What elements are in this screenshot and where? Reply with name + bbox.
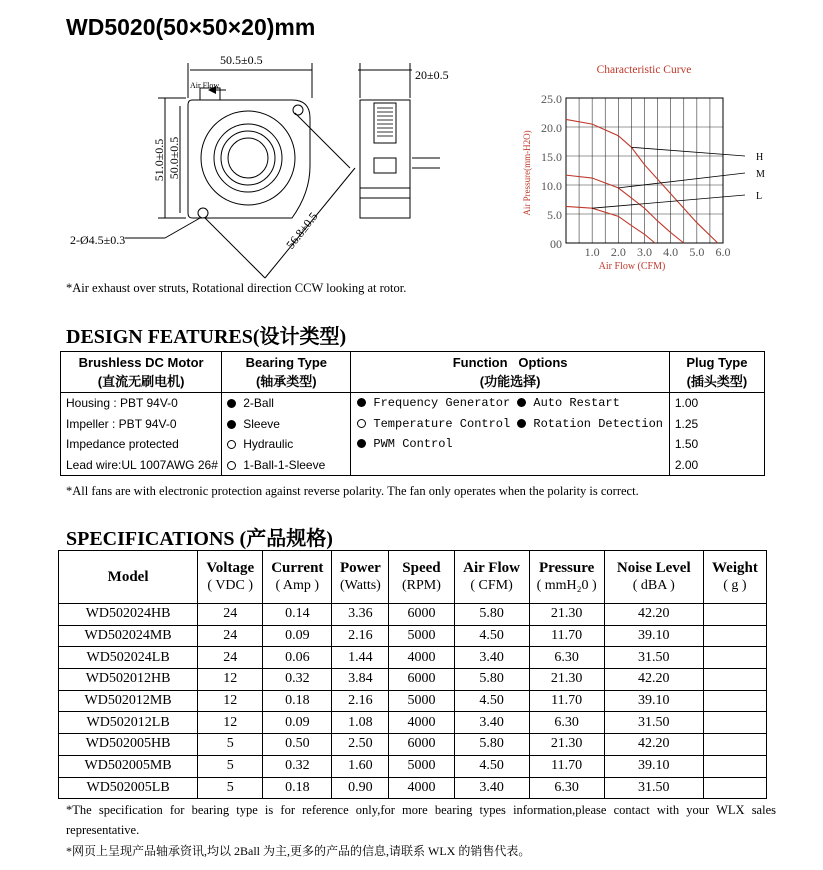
table-cell: 6.30: [529, 712, 604, 734]
page-title: WD5020(50×50×20)mm: [66, 14, 316, 40]
table-cell: 24: [198, 604, 263, 626]
table-cell: 0.90: [332, 777, 389, 799]
table-cell: 6000: [389, 734, 454, 756]
list-item: 1.25: [674, 416, 699, 431]
table-cell: 12: [198, 669, 263, 691]
table-cell: 24: [198, 647, 263, 669]
x-tick-label: 4.0: [663, 245, 679, 259]
table-row: [59, 625, 767, 647]
list-item: Lead wire:UL 1007AWG 26#: [66, 457, 218, 472]
table-row: [59, 690, 767, 712]
table-cell: 0.09: [263, 712, 332, 734]
function-header: Function Options (功能选择): [351, 352, 669, 393]
table-cell: 0.18: [263, 690, 332, 712]
table-cell: [703, 669, 766, 691]
table-row: [59, 777, 767, 799]
y-tick-label: 5.0: [547, 208, 562, 222]
function-option: Auto Restart: [511, 393, 663, 414]
bearing-reference-note-cn: *网页上呈现产品轴承资讯,均以 2Ball 为主,更多的产品的信息,请联系 WLX 的销售代表。: [66, 844, 531, 858]
hollow-bullet-icon: [357, 419, 366, 428]
table-cell: 1.08: [332, 712, 389, 734]
characteristic-curve-chart: [520, 55, 790, 285]
table-cell: 2.50: [332, 734, 389, 756]
y-tick-label: 10.0: [541, 179, 562, 193]
table-cell: WD502024MB: [59, 625, 198, 647]
table-cell: WD502024LB: [59, 647, 198, 669]
col-header-speed: Speed (RPM): [389, 551, 454, 604]
table-cell: 1.44: [332, 647, 389, 669]
motor-header: Brushless DC Motor (直流无刷电机): [61, 352, 222, 393]
table-cell: 3.84: [332, 669, 389, 691]
y-tick-label: 25.0: [541, 92, 562, 106]
table-cell: 0.06: [263, 647, 332, 669]
dim-diagonal-label: 56.8±0.5: [283, 209, 321, 252]
table-cell: WD502024HB: [59, 604, 198, 626]
bearing-option: Hydraulic: [222, 434, 350, 455]
table-row: [59, 712, 767, 734]
table-cell: 4000: [389, 712, 454, 734]
series-label: L: [756, 191, 763, 202]
filled-bullet-icon: [227, 399, 236, 408]
design-features-heading: DESIGN FEATURES(设计类型): [66, 326, 347, 348]
specifications-heading: SPECIFICATIONS (产品规格): [66, 528, 333, 550]
function-option: Rotation Detection: [511, 414, 663, 435]
table-cell: 3.40: [454, 712, 529, 734]
specifications-table: [58, 550, 767, 799]
table-cell: 4.50: [454, 625, 529, 647]
table-cell: 11.70: [529, 755, 604, 777]
y-tick-label: 15.0: [541, 150, 562, 164]
curve-H: [566, 119, 718, 243]
dim-inner-height-label: 50.0±0.5: [167, 136, 181, 180]
table-cell: [703, 604, 766, 626]
list-item: 1.00: [674, 396, 699, 410]
x-tick-label: 6.0: [715, 245, 731, 259]
airflow-label: Air Flow: [190, 81, 220, 90]
table-cell: 4000: [389, 647, 454, 669]
function-option: Temperature Control: [351, 414, 511, 435]
bearing-reference-note: *The specification for bearing type is for reference only,for more bearing types information,please contact with your WLX sales representative.: [66, 803, 776, 837]
table-cell: 39.10: [604, 625, 703, 647]
x-tick-label: 1.0: [584, 245, 600, 259]
list-item: Housing : PBT 94V-0: [66, 396, 178, 410]
table-cell: 5: [198, 777, 263, 799]
series-leader-line: [618, 173, 745, 188]
col-header-model: Model: [59, 551, 198, 604]
polarity-note: *All fans are with electronic protection against reverse polarity. The fan only operates when the polarity is correct.: [66, 484, 639, 498]
bearing-option: 2-Ball: [222, 393, 350, 414]
table-cell: 11.70: [529, 625, 604, 647]
filled-bullet-icon: [227, 420, 236, 429]
curve-M: [566, 175, 684, 243]
list-item: 2.00: [674, 457, 699, 472]
table-cell: 5: [198, 755, 263, 777]
table-cell: [703, 755, 766, 777]
table-cell: 12: [198, 712, 263, 734]
table-cell: 3.40: [454, 647, 529, 669]
table-cell: 24: [198, 625, 263, 647]
table-cell: 31.50: [604, 777, 703, 799]
x-tick-label: 3.0: [637, 245, 652, 259]
table-cell: 42.20: [604, 734, 703, 756]
y-tick-label: 20.0: [541, 121, 562, 135]
table-cell: 2.16: [332, 690, 389, 712]
series-leader-line: [631, 147, 745, 156]
table-cell: 5.80: [454, 734, 529, 756]
chart-title: Characteristic Curve: [596, 64, 692, 76]
col-header-power: Power (Watts): [332, 551, 389, 604]
table-cell: WD502012MB: [59, 690, 198, 712]
dimension-drawing: [60, 48, 520, 303]
col-header-pressure: Pressure ( mmH₂0 ): [529, 551, 604, 604]
filled-bullet-icon: [357, 439, 366, 448]
col-header-voltage: Voltage ( VDC ): [198, 551, 263, 604]
table-row: [59, 734, 767, 756]
plug-types-cell: [669, 393, 764, 476]
table-cell: 5.80: [454, 604, 529, 626]
table-cell: 6.30: [529, 647, 604, 669]
table-cell: [703, 647, 766, 669]
table-cell: 0.18: [263, 777, 332, 799]
table-cell: 5000: [389, 755, 454, 777]
bearing-options-cell: [222, 393, 351, 476]
chart-xlabel: Air Flow (CFM): [598, 261, 666, 272]
col-header-weight: Weight ( g ): [703, 551, 766, 604]
table-row: [59, 647, 767, 669]
table-cell: WD502012LB: [59, 712, 198, 734]
table-cell: 5000: [389, 625, 454, 647]
table-cell: 0.50: [263, 734, 332, 756]
x-tick-label: 5.0: [689, 245, 705, 259]
dim-outer-height-label: 51.0±0.5: [152, 138, 166, 182]
table-cell: 0.14: [263, 604, 332, 626]
series-label: M: [756, 169, 765, 180]
table-cell: 0.09: [263, 625, 332, 647]
rotation-note: *Air exhaust over struts, Rotational direction CCW looking at rotor.: [66, 281, 407, 295]
table-cell: 21.30: [529, 604, 604, 626]
table-cell: 31.50: [604, 712, 703, 734]
y-tick-label: 00: [550, 237, 562, 251]
function-option: PWM Control: [351, 434, 511, 455]
table-cell: 31.50: [604, 647, 703, 669]
table-row: [59, 604, 767, 626]
table-cell: [703, 734, 766, 756]
motor-specs-cell: [61, 393, 222, 476]
series-label: H: [756, 152, 764, 163]
function-option: Frequency Generator: [351, 393, 511, 414]
table-cell: WD502005MB: [59, 755, 198, 777]
dim-hole-label: 2-Ø4.5±0.3: [70, 233, 126, 247]
col-header-noise: Noise Level ( dBA ): [604, 551, 703, 604]
filled-bullet-icon: [357, 398, 366, 407]
series-leader-line: [592, 195, 745, 208]
hollow-bullet-icon: [227, 440, 236, 449]
table-cell: 42.20: [604, 669, 703, 691]
col-header-airflow: Air Flow ( CFM): [454, 551, 529, 604]
table-cell: 6000: [389, 604, 454, 626]
table-cell: [703, 690, 766, 712]
chart-ylabel: Air Pressure(mm-H2O): [522, 130, 532, 216]
table-cell: WD502005LB: [59, 777, 198, 799]
hollow-bullet-icon: [227, 461, 236, 470]
col-header-current: Current ( Amp ): [263, 551, 332, 604]
table-cell: 0.32: [263, 755, 332, 777]
table-cell: 21.30: [529, 734, 604, 756]
table-cell: 6.30: [529, 777, 604, 799]
list-item: Impedance protected: [66, 437, 179, 451]
table-cell: 5000: [389, 690, 454, 712]
table-cell: 4000: [389, 777, 454, 799]
table-cell: 5.80: [454, 669, 529, 691]
spec-header-row: [59, 551, 767, 604]
table-cell: 3.36: [332, 604, 389, 626]
table-cell: 39.10: [604, 755, 703, 777]
x-tick-label: 2.0: [610, 245, 626, 259]
plug-header: Plug Type (插头类型): [669, 352, 764, 393]
table-cell: 12: [198, 690, 263, 712]
dim-depth-label: 20±0.5: [415, 68, 449, 82]
table-cell: 21.30: [529, 669, 604, 691]
table-cell: 1.60: [332, 755, 389, 777]
table-cell: 6000: [389, 669, 454, 691]
dim-width-label: 50.5±0.5: [220, 53, 263, 67]
table-row: [59, 669, 767, 691]
table-row: [59, 755, 767, 777]
design-features-table: [60, 351, 765, 476]
list-item: 1.50: [674, 437, 699, 451]
table-cell: 42.20: [604, 604, 703, 626]
table-cell: 11.70: [529, 690, 604, 712]
table-cell: 4.50: [454, 690, 529, 712]
table-cell: 3.40: [454, 777, 529, 799]
bearing-header: Bearing Type (轴承类型): [222, 352, 351, 393]
filled-bullet-icon: [517, 419, 526, 428]
table-cell: 4.50: [454, 755, 529, 777]
table-cell: [703, 625, 766, 647]
table-cell: WD502012HB: [59, 669, 198, 691]
table-cell: 5: [198, 734, 263, 756]
filled-bullet-icon: [517, 398, 526, 407]
table-cell: 2.16: [332, 625, 389, 647]
table-cell: WD502005HB: [59, 734, 198, 756]
bearing-option: Sleeve: [222, 414, 350, 435]
table-cell: [703, 712, 766, 734]
list-item: Impeller : PBT 94V-0: [66, 416, 177, 431]
table-cell: 0.32: [263, 669, 332, 691]
table-cell: 39.10: [604, 690, 703, 712]
function-options-cell: [351, 393, 669, 476]
bearing-option: 1-Ball-1-Sleeve: [222, 455, 350, 476]
table-cell: [703, 777, 766, 799]
